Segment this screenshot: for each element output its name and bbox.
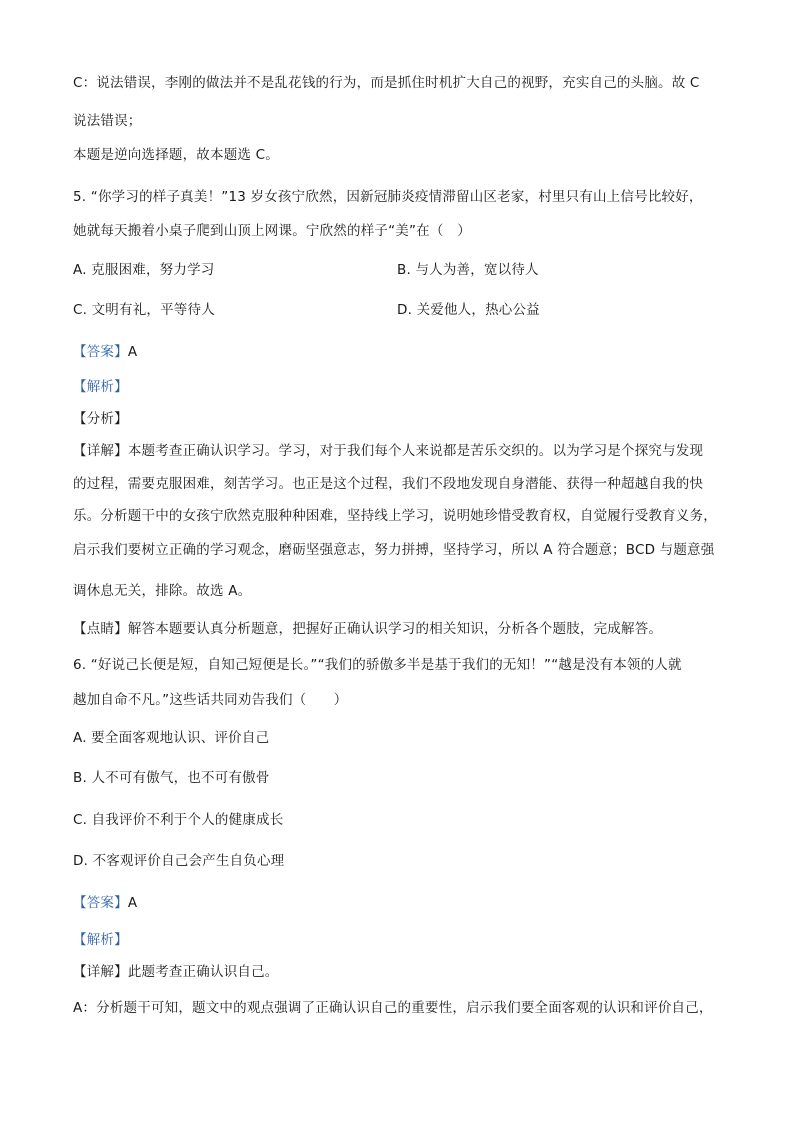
option-b: B. 人不可有傲气，也不可有傲骨 [73, 770, 270, 786]
option-a: A. 克服困难，努力学习 [73, 262, 215, 278]
dianjing-line [73, 619, 662, 639]
analysis-tag: 【解析】 [73, 379, 128, 395]
question-5-stem: 5. “你学习的样子真美！”13 岁女孩宁欣然，因新冠肺炎疫情滞留山区老家，村里只有山上信号比较好， [73, 189, 703, 205]
answer-tag: 【答案】 [73, 344, 128, 360]
text-line: C：说法错误，李刚的做法并不是乱花钱的行为，而是抓住时机扩大自己的视野，充实自己的头脑。故 C [73, 75, 700, 91]
dianjing-tag: 【点睛】 [73, 621, 128, 637]
answer-value: A [127, 895, 138, 911]
answer-value: A [127, 344, 138, 360]
detail-line [73, 441, 703, 461]
analysis-tag: 【解析】 [73, 932, 128, 948]
answer-line [73, 342, 137, 362]
detail-tag: 【详解】 [73, 964, 128, 980]
text-line: 本题是逆向选择题，故本题选 C。 [73, 147, 279, 163]
dianjing-text: 解答本题要认真分析题意，把握好正确认识学习的相关知识，分析各个题肢，完成解答。 [127, 621, 663, 637]
question-5-stem: 她就每天搬着小桌子爬到山顶上网课。宁欣然的样子“美”在（ ） [73, 223, 471, 239]
detail-text: 启示我们要树立正确的学习观念，磨砺坚强意志，努力拼搏，坚持学习，所以 A 符合题意；BCD 与题意强 [73, 542, 715, 558]
detail-text: 本题考查正确认识学习。学习，对于我们每个人来说都是苦乐交织的。以为学习是个探究与发现 [127, 443, 704, 459]
detail-tag: 【详解】 [73, 443, 128, 459]
answer-tag: 【答案】 [73, 895, 128, 911]
text-line: 说法错误； [73, 113, 142, 129]
explanation-a: A：分析题干可知，题文中的观点强调了正确认识自己的重要性，启示我们要全面客观的认识和评价自己， [73, 1000, 713, 1016]
question-6-stem: 越加自命不凡。”这些话共同劝告我们（ ） [73, 692, 348, 708]
option-d: D. 不客观评价自己会产生自负心理 [73, 853, 285, 869]
option-a: A. 要全面客观地认识、评价自己 [73, 730, 270, 746]
question-6-stem: 6. “好说己长便是短，自知己短便是长。”“我们的骄傲多半是基于我们的无知！”“越是没有本领的人就 [73, 657, 682, 673]
detail-text: 此题考查正确认识自己。 [127, 964, 279, 980]
option-d: D. 关爱他人，热心公益 [397, 302, 540, 318]
detail-text: 的过程，需要克服困难，刻苦学习。也正是这个过程，我们不段地发现自身潜能、获得一种超越自我的快 [73, 476, 704, 492]
fenxi-tag: 【分析】 [73, 411, 128, 427]
option-c: C. 自我评价不利于个人的健康成长 [73, 812, 284, 828]
answer-line [73, 893, 137, 913]
detail-text: 调休息无关，排除。故选 A。 [73, 583, 252, 599]
option-b: B. 与人为善，宽以待人 [397, 262, 539, 278]
option-c: C. 文明有礼，平等待人 [73, 302, 215, 318]
detail-line [73, 962, 279, 982]
detail-text: 乐。分析题干中的女孩宁欣然克服种种困难，坚持线上学习，说明她珍惜受教育权，自觉履行受教育义务， [73, 508, 717, 524]
